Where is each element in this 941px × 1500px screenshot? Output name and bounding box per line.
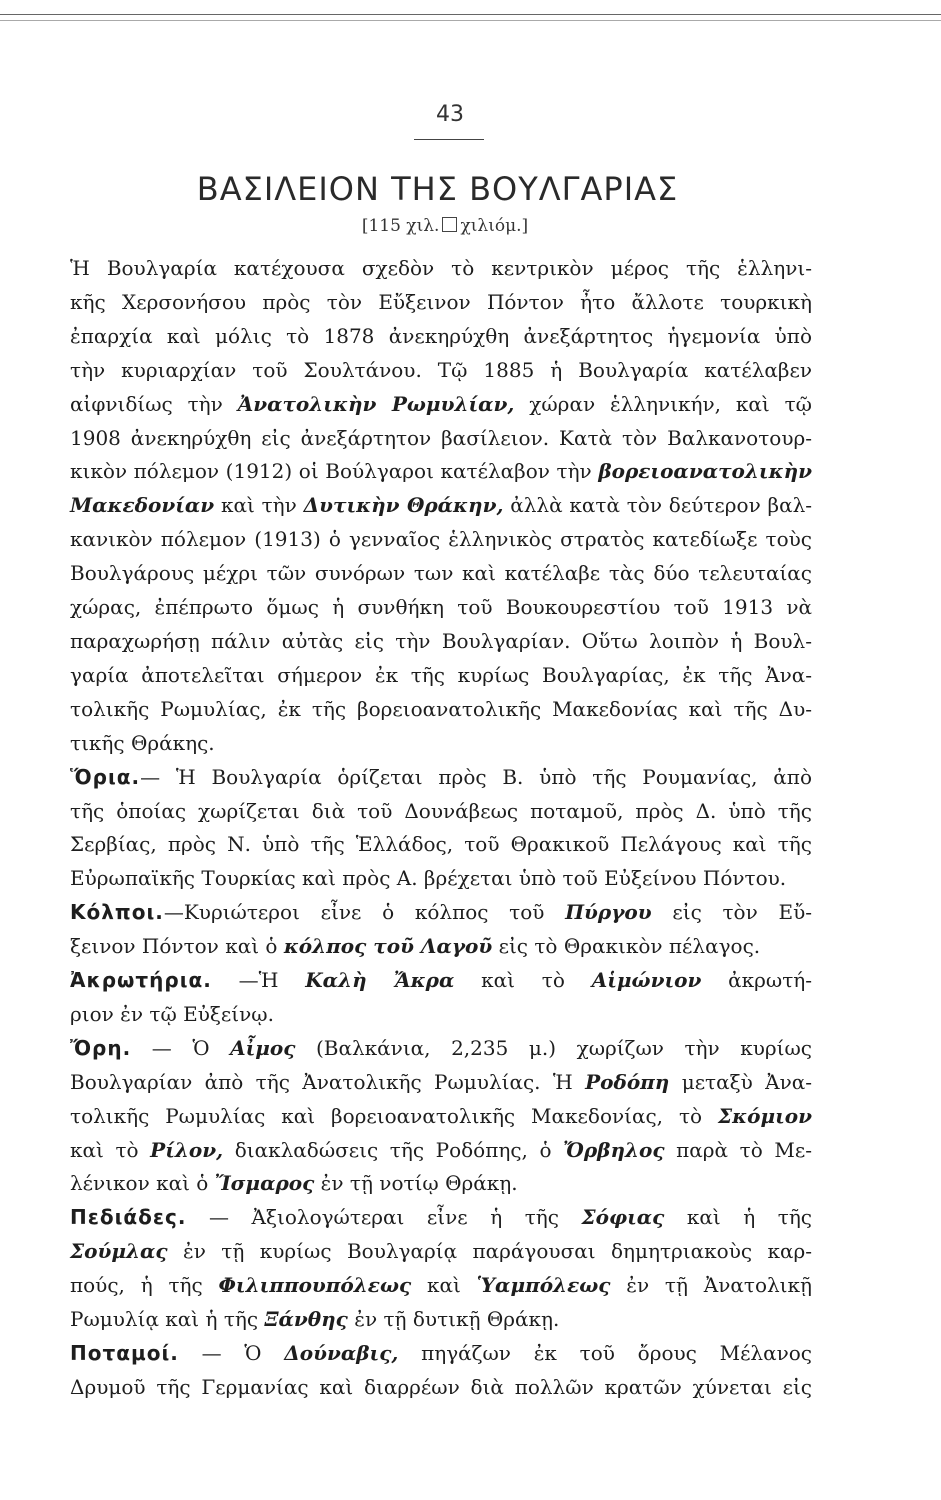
text-line bbox=[70, 964, 812, 998]
subtitle-after: χιλιόμ.] bbox=[460, 216, 529, 236]
text-line bbox=[70, 422, 812, 456]
emphasis-text: Ὄρβηλος bbox=[563, 1137, 665, 1162]
page-number: 43 bbox=[436, 102, 464, 127]
text-line bbox=[70, 489, 812, 523]
emphasis-text: Αἱμώνιον bbox=[591, 968, 702, 993]
line-text: κανικὸν πόλεμον (1913) ὁ γενναῖος ἑλληνικὸς στρατὸς κατεδίωξε τοὺς bbox=[70, 527, 812, 552]
line-text: — Ἀξιολογώτεραι εἶνε ἡ τῆς bbox=[186, 1205, 582, 1230]
line-text: κῆς Χερσονήσου πρὸς τὸν Εὔξεινον Πόντον ἦτο ἄλλοτε τουρκικὴ bbox=[70, 289, 812, 314]
text-line bbox=[70, 557, 812, 591]
line-text: καὶ τὸ bbox=[454, 968, 592, 993]
emphasis-text: Ροδόπη bbox=[585, 1069, 670, 1094]
line-text: παραχωρήσῃ πάλιν αὐτὰς εἰς τὴν Βουλγαρίαν. Οὕτω λοιπὸν ἡ Βουλ- bbox=[70, 628, 812, 653]
emphasis-text: Ἴσμαρος bbox=[214, 1171, 315, 1196]
line-text: ἐν τῇ νοτίῳ Θράκῃ. bbox=[314, 1171, 518, 1196]
line-text: καὶ bbox=[411, 1273, 477, 1298]
line-text: διακλαδώσεις τῆς Ροδόπης, ὁ bbox=[223, 1137, 564, 1162]
text-line bbox=[70, 1371, 812, 1405]
emphasis-text: Πύργου bbox=[565, 900, 652, 925]
line-text: (Βαλκάνια, 2,235 μ.) χωρίζων τὴν κυρίως bbox=[295, 1035, 812, 1060]
text-line bbox=[70, 1134, 812, 1168]
text-line bbox=[70, 862, 812, 896]
text-line bbox=[70, 1269, 812, 1303]
text-line bbox=[70, 795, 812, 829]
line-text: Εὐρωπαϊκῆς Τουρκίας καὶ πρὸς Α. βρέχεται ὑπὸ τοῦ Εὐξείνου Πόντου. bbox=[70, 866, 787, 891]
emphasis-text: Σόφιας bbox=[581, 1205, 665, 1230]
line-text: πούς, ἡ τῆς bbox=[70, 1273, 219, 1298]
emphasis-text: Φιλιππουπόλεως bbox=[218, 1273, 412, 1298]
line-text: — Ὁ bbox=[178, 1341, 285, 1365]
line-text: —Κυριώτεροι εἶνε ὁ κόλπος τοῦ bbox=[163, 900, 566, 925]
line-text: — Ὁ bbox=[131, 1035, 231, 1060]
text-line bbox=[70, 1032, 812, 1066]
text-line bbox=[70, 354, 812, 388]
line-text: ἐν τῇ κυρίως Βουλγαρίᾳ παράγουσαι δημητριακοὺς καρ- bbox=[167, 1239, 812, 1264]
emphasis-text: Σούμλας bbox=[70, 1239, 168, 1264]
line-text: Βουλγαρίαν ἀπὸ τῆς Ἀνατολικῆς Ρωμυλίας. Ἡ bbox=[70, 1069, 586, 1094]
line-text: ἀκρωτή- bbox=[701, 968, 813, 993]
text-line bbox=[70, 1167, 812, 1201]
line-text: λένικον καὶ ὁ bbox=[70, 1171, 215, 1196]
text-line bbox=[70, 1337, 812, 1371]
emphasis-text: Ρίλον, bbox=[150, 1137, 224, 1162]
line-text: 1908 ἀνεκηρύχθη εἰς ἀνεξάρτητον βασίλειον. Κατὰ τὸν Βαλκανοτουρ- bbox=[70, 425, 812, 450]
line-text: πηγάζων ἐκ τοῦ ὄρους Μέλανος bbox=[398, 1341, 813, 1365]
line-text: ἐπαρχία καὶ μόλις τὸ 1878 ἀνεκηρύχθη ἀνεξάρτητος ἡγεμονία ὑπὸ bbox=[70, 323, 812, 348]
line-text: Σερβίας, πρὸς Ν. ὑπὸ τῆς Ἑλλάδος, τοῦ Θρακικοῦ Πελάγους καὶ τῆς bbox=[70, 832, 812, 857]
line-text: ριον ἐν τῷ Εὐξείνῳ. bbox=[70, 1001, 274, 1026]
text-line bbox=[70, 693, 812, 727]
line-text: ἐν τῇ Ἀνατολικῇ bbox=[610, 1273, 812, 1298]
text-line bbox=[70, 1066, 812, 1100]
emphasis-text: Ἀνατολικὴν Ρωμυλίαν, bbox=[237, 391, 515, 416]
text-line bbox=[70, 1201, 812, 1235]
line-text: Ἡ Βουλγαρία κατέχουσα σχεδὸν τὸ κεντρικὸν μέρος τῆς ἑλληνι- bbox=[70, 256, 812, 280]
page-number-rule bbox=[414, 139, 484, 140]
line-text: — Ἡ Βουλγαρία ὁρίζεται πρὸς Β. ὑπὸ τῆς Ρουμανίας, ἀπὸ bbox=[140, 764, 812, 789]
section-heading: Ὄρη. bbox=[70, 1035, 132, 1060]
emphasis-text: Σκόμιον bbox=[717, 1103, 812, 1128]
page-title: ΒΑΣΙΛΕΙΟΝ ΤΗΣ ΒΟΥΛΓΑΡΙΑΣ bbox=[196, 170, 679, 208]
text-line bbox=[70, 388, 812, 422]
area-subtitle bbox=[0, 216, 890, 236]
line-text: τολικῆς Ρωμυλίας καὶ βορειοανατολικῆς Μακεδονίας, τὸ bbox=[70, 1103, 718, 1128]
text-line bbox=[70, 1100, 812, 1134]
subtitle-before: [115 χιλ. bbox=[361, 216, 440, 236]
text-line bbox=[70, 523, 812, 557]
section-heading: Ἀκρωτήρια. bbox=[70, 968, 212, 993]
line-text: εἰς τὸ Θρακικὸν πέλαγος. bbox=[492, 934, 761, 959]
line-text: —Ἡ bbox=[211, 968, 306, 993]
line-text: Δρυμοῦ τῆς Γερμανίας καὶ διαρρέων διὰ πολλῶν κρατῶν χύνεται εἰς bbox=[70, 1374, 812, 1399]
emphasis-text: βορειοανατολικὴν bbox=[598, 459, 812, 484]
square-icon bbox=[442, 217, 457, 232]
emphasis-text: Δούναβις, bbox=[284, 1341, 399, 1365]
line-text: τικῆς Θράκης. bbox=[70, 730, 215, 755]
section-heading: Πεδιάδες. bbox=[70, 1205, 187, 1230]
top-edge-rule bbox=[0, 14, 941, 15]
text-line bbox=[70, 1235, 812, 1269]
line-text: Ρωμυλίᾳ καὶ ἡ τῆς bbox=[70, 1307, 265, 1332]
emphasis-text: Ξάνθης bbox=[264, 1307, 348, 1332]
line-text: καὶ ἡ τῆς bbox=[664, 1205, 813, 1230]
emphasis-text: Καλὴ Ἄκρα bbox=[305, 968, 455, 993]
line-text: κικὸν πόλεμον (1912) οἱ Βούλγαροι κατέλαβον τὴν bbox=[70, 459, 599, 484]
line-text: χώρας, ἐπέπρωτο ὅμως ἡ συνθήκη τοῦ Βουκουρεστίου τοῦ 1913 νὰ bbox=[70, 595, 812, 620]
line-text: γαρία ἀποτελεῖται σήμερον ἐκ τῆς κυρίως Βουλγαρίας, ἐκ τῆς Ἀνα- bbox=[70, 662, 812, 687]
text-line bbox=[70, 455, 812, 489]
line-text: καὶ τὴν bbox=[214, 493, 304, 518]
line-text: τῆς ὁποίας χωρίζεται διὰ τοῦ Δουνάβεως ποταμοῦ, πρὸς Δ. ὑπὸ τῆς bbox=[70, 798, 812, 823]
text-line bbox=[70, 727, 812, 761]
line-text: εἰς τὸν Εὔ- bbox=[651, 900, 812, 925]
text-line bbox=[70, 761, 812, 795]
emphasis-text: Αἶμος bbox=[230, 1035, 296, 1060]
text-line bbox=[70, 625, 812, 659]
text-line bbox=[70, 930, 812, 964]
text-line bbox=[70, 252, 812, 286]
emphasis-text: κόλπος τοῦ Λαγοῦ bbox=[283, 934, 493, 959]
text-line bbox=[70, 320, 812, 354]
text-line bbox=[70, 1303, 812, 1337]
emphasis-text: Δυτικὴν Θράκην, bbox=[303, 493, 504, 518]
line-text: τὴν κυριαρχίαν τοῦ Σουλτάνου. Τῷ 1885 ἡ Βουλγαρία κατέλαβεν bbox=[70, 357, 812, 382]
section-heading: Κόλποι. bbox=[70, 900, 164, 925]
text-line bbox=[70, 659, 812, 693]
line-text: χώραν ἑλληνικήν, καὶ τῷ bbox=[514, 391, 812, 416]
line-text: ξεινον Πόντον καὶ ὁ bbox=[70, 934, 284, 959]
line-text: τολικῆς Ρωμυλίας, ἐκ τῆς βορειοανατολικῆς Μακεδονίας καὶ τῆς Δυ- bbox=[70, 696, 812, 721]
top-edge-rule-secondary bbox=[0, 20, 941, 21]
text-line bbox=[70, 828, 812, 862]
line-text: Βουλγάρους μέχρι τῶν συνόρων των καὶ κατέλαβε τὰς δύο τελευταίας bbox=[70, 561, 812, 586]
line-text: αἰφνιδίως τὴν bbox=[70, 391, 238, 416]
section-heading: Ὅρια. bbox=[70, 764, 141, 789]
text-line bbox=[70, 591, 812, 625]
line-text: μεταξὺ Ἀνα- bbox=[669, 1069, 813, 1094]
text-line bbox=[70, 896, 812, 930]
line-text: παρὰ τὸ Με- bbox=[664, 1137, 812, 1162]
text-line bbox=[70, 286, 812, 320]
text-line bbox=[70, 998, 812, 1032]
line-text: ἀλλὰ κατὰ τὸν δεύτερον βαλ- bbox=[503, 493, 813, 518]
line-text: ἐν τῇ δυτικῇ Θράκῃ. bbox=[347, 1307, 560, 1332]
emphasis-text: Ὑαμπόλεως bbox=[476, 1273, 611, 1298]
body-text bbox=[70, 252, 812, 1405]
emphasis-text: Μακεδονίαν bbox=[70, 493, 215, 518]
section-heading: Ποταμοί. bbox=[70, 1341, 179, 1365]
line-text: καὶ τὸ bbox=[70, 1137, 151, 1162]
